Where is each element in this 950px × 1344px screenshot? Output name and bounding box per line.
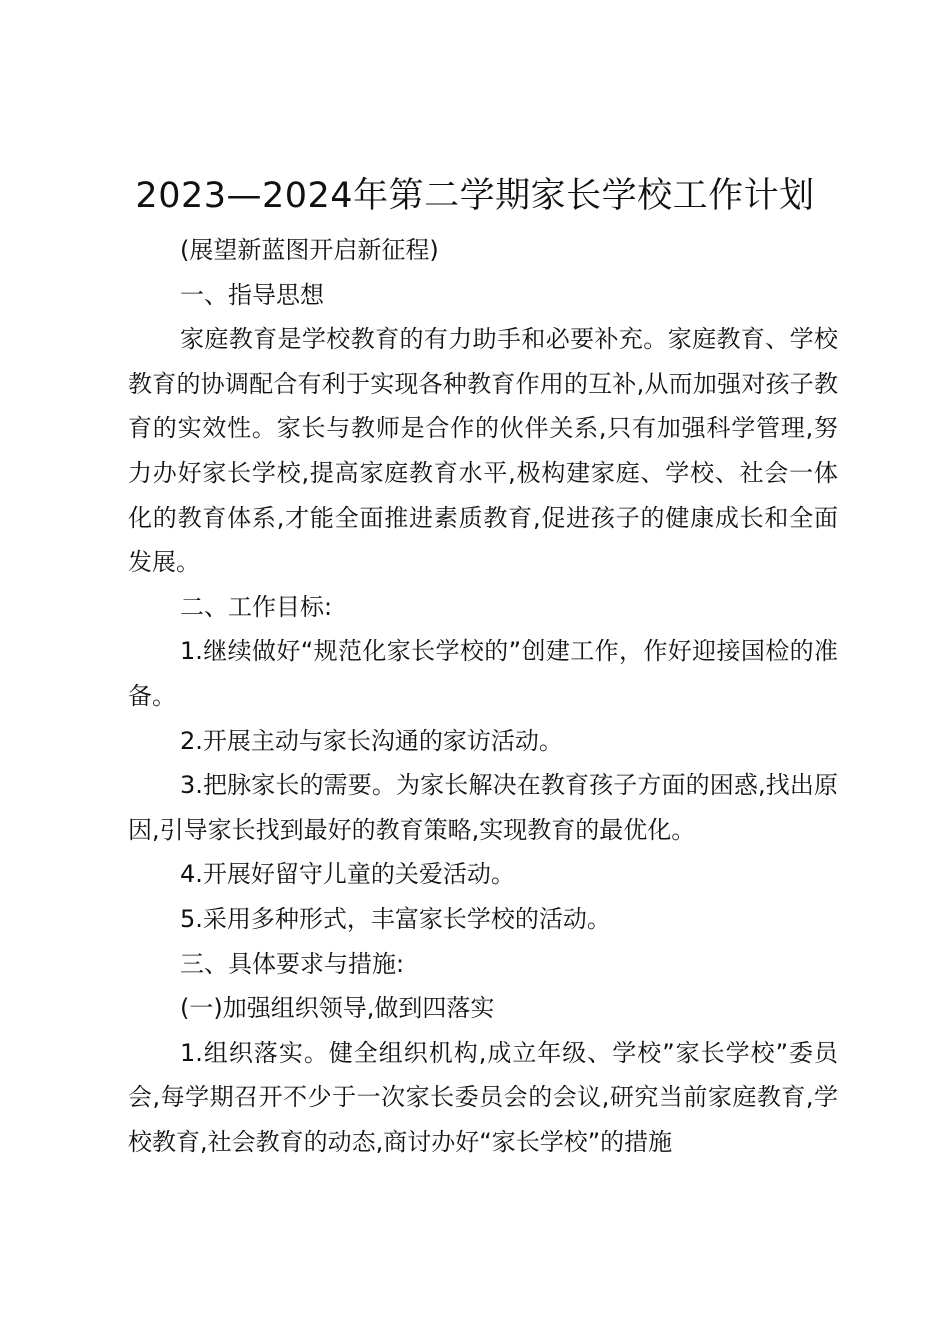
subsection-heading-organization: (一)加强组织领导,做到四落实 <box>180 994 495 1023</box>
goal-item-1: 1.继续做好“规范化家长学校的”创建工作，作好迎接国检的准备。 <box>128 637 838 710</box>
paragraph-guiding-ideology: 家庭教育是学校教育的有力助手和必要补充。家庭教育、学校教育的协调配合有利于实现各种教育作用的互补,从而加强对孩子教育的实效性。家长与教师是合作的伙伴关系,只有加强科学管理,努力办好家长学校,提高家庭教育水平,极构建家庭、学校、社会一体化的教育体系,才能全面推进素质教育,促进孩子的健康成长和全面发展。 <box>128 325 838 577</box>
section-heading-guiding-ideology: 一、指导思想 <box>180 280 324 309</box>
document-body <box>128 228 838 1164</box>
section-heading-requirements: 三、具体要求与措施: <box>180 949 405 978</box>
subtitle: (展望新蓝图开启新征程) <box>180 236 439 264</box>
goal-item-4: 4.开展好留守儿童的关爱活动。 <box>180 860 515 889</box>
measure-item-1: 1.组织落实。健全组织机构,成立年级、学校”家长学校”委员会,每学期召开不少于一次家长委员会的会议,研究当前家庭教育,学校教育,社会教育的动态,商讨办好“家长学校”的措施 <box>128 1038 838 1156</box>
goal-item-2: 2.开展主动与家长沟通的家访活动。 <box>180 726 563 755</box>
goal-item-3: 3.把脉家长的需要。为家长解决在教育孩子方面的困惑,找出原因,引导家长找到最好的教育策略,实现教育的最优化。 <box>128 771 838 844</box>
document-title: 2023—2024年第二学期家长学校工作计划 <box>135 176 815 216</box>
section-heading-work-goals: 二、工作目标: <box>180 592 333 621</box>
goal-item-5: 5.采用多种形式，丰富家长学校的活动。 <box>180 904 611 933</box>
